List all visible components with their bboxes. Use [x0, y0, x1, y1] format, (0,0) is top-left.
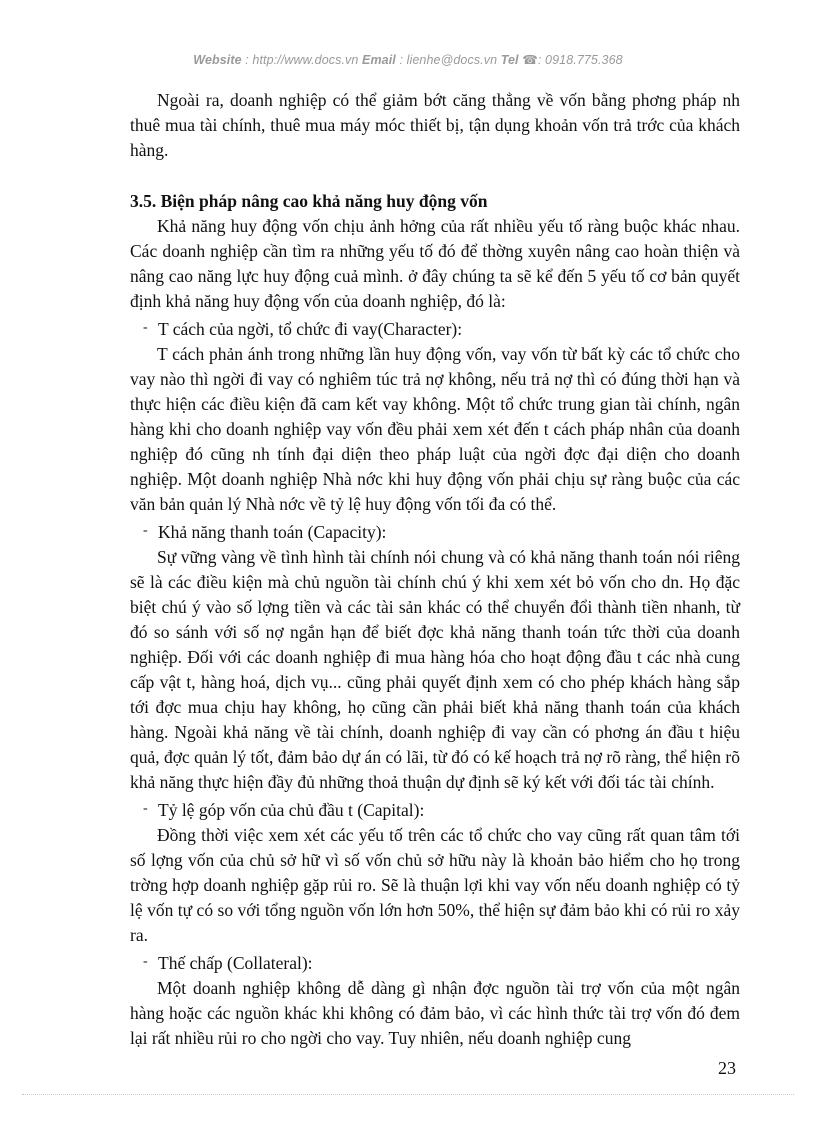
bullet-body-paragraph: Sự vững vàng về tình hình tài chính nói chung và có khả năng thanh toán nói riêng sẽ là các điều kiện mà chủ nguồn tài chính chú ý khi xem xét bỏ vốn cho dn. Họ đặc biệt chú ý vào số lợng tiền và các tài sản khác có thể chuyển đổi thành tiền nhanh, từ đó so sánh với số nợ ngắn hạn để biết đợc khả năng thanh toán tức thời của doanh nghiệp. Đối với các doanh nghiệp đi mua hàng hóa cho hoạt động đầu t các nhà cung cấp vật t, hàng hoá, dịch vụ... cũng phải quyết định xem có cho phép khách hàng sắp tới đợc mua chịu hay không, họ cũng cần phải biết khả năng thanh toán của khách hàng. Ngoài khả năng về tài chính, doanh nghiệp đi vay cần có phơng án đầu t hiệu quả, đợc quản lý tốt, đảm bảo dự án có lãi, từ đó có kế hoạch trả nợ rõ ràng, thể hiện rõ khả năng thực hiện đầy đủ những thoả thuận dự định sẽ ký kết với đối tác tài chính.: [130, 547, 740, 792]
bullet-body-paragraph: T cách phản ánh trong những lần huy động vốn, vay vốn từ bất kỳ các tổ chức cho vay nào thì ngời đi vay có nghiêm túc trả nợ không, nếu trả nợ thì có đúng thời hạn và thực hiện các điều kiện đã cam kết vay không. Một tổ chức trung gian tài chính, ngân hàng khi cho doanh nghiệp vay vốn đều phải xem xét đến t cách pháp nhân của doanh nghiệp đó cũng nh tính đại diện theo pháp luật của ngời đợc đại diện cho doanh nghiệp. Một doanh nghiệp Nhà nớc khi huy động vốn phải chịu sự ràng buộc của các văn bản quản lý Nhà nớc về tỷ lệ huy động vốn tối đa có thể.: [130, 344, 740, 514]
section-lead-paragraph: Khả năng huy động vốn chịu ảnh hởng của rất nhiều yếu tố ràng buộc khác nhau. Các doanh nghiệp cần tìm ra những yếu tố đó để thờng xuyên nâng cao hoàn thiện và nâng cao năng lực huy động cuả mình. ở đây chúng ta sẽ kể đến 5 yếu tố cơ bản quyết định khả năng huy động vốn của doanh nghiệp, đó là:: [130, 216, 740, 311]
intro-paragraph: Ngoài ra, doanh nghiệp có thể giảm bớt căng thẳng về vốn bằng phơng pháp nh thuê mua tài chính, thuê mua máy móc thiết bị, tận dụng khoản vốn trả trớc của khách hàng.: [130, 90, 740, 160]
page-number: 23: [718, 1058, 736, 1078]
tel-label: Tel: [500, 53, 519, 67]
phone-icon: ☎: [522, 53, 538, 67]
website-value[interactable]: : http://www.docs.vn: [245, 53, 359, 67]
bullet-item-capital: [130, 798, 740, 823]
bullet-body-paragraph: Một doanh nghiệp không dễ dàng gì nhận đợc nguồn tài trợ vốn của một ngân hàng hoặc các nguồn khác khi không có đảm bảo, vì các hình thức tài trợ vốn đó đem lại rất nhiều rủi ro cho ngời cho vay. Tuy nhiên, nếu doanh nghiệp cung: [130, 978, 740, 1048]
bullet-title: Thế chấp (Collateral):: [158, 953, 313, 973]
section-heading: 3.5. Biện pháp nâng cao khả năng huy động vốn: [130, 191, 488, 211]
bullet-dash-icon: -: [143, 523, 148, 538]
bullet-item-collateral: [130, 951, 740, 976]
bullet-dash-icon: -: [143, 954, 148, 969]
footer-divider: [22, 1094, 794, 1095]
tel-value: : 0918.775.368: [537, 53, 623, 67]
page-header: [0, 52, 816, 67]
document-body: [130, 88, 740, 1051]
bullet-title: Tỷ lệ góp vốn của chủ đầu t (Capital):: [158, 800, 425, 820]
bullet-body-paragraph: Đồng thời việc xem xét các yếu tố trên các tổ chức cho vay cũng rất quan tâm tới số lợng vốn của chủ sở hữ vì số vốn chủ sở hữu này là khoản bảo hiểm cho họ trong trờng hợp doanh nghiệp gặp rủi ro. Sẽ là thuận lợi khi vay vốn nếu doanh nghiệp có tỷ lệ vốn tự có so với tổng nguồn vốn lớn hơn 50%, thể hiện sự đảm bảo khi có rủi ro xảy ra.: [130, 825, 740, 945]
bullet-title: Khả năng thanh toán (Capacity):: [158, 522, 387, 542]
email-value[interactable]: : lienhe@docs.vn: [399, 53, 498, 67]
website-label: Website: [193, 53, 242, 67]
bullet-item-character: [130, 317, 740, 342]
email-label: Email: [362, 53, 396, 67]
bullet-title: T cách của ngời, tổ chức đi vay(Character):: [158, 319, 463, 339]
bullet-dash-icon: -: [143, 320, 148, 335]
bullet-item-capacity: [130, 520, 740, 545]
bullet-dash-icon: -: [143, 801, 148, 816]
